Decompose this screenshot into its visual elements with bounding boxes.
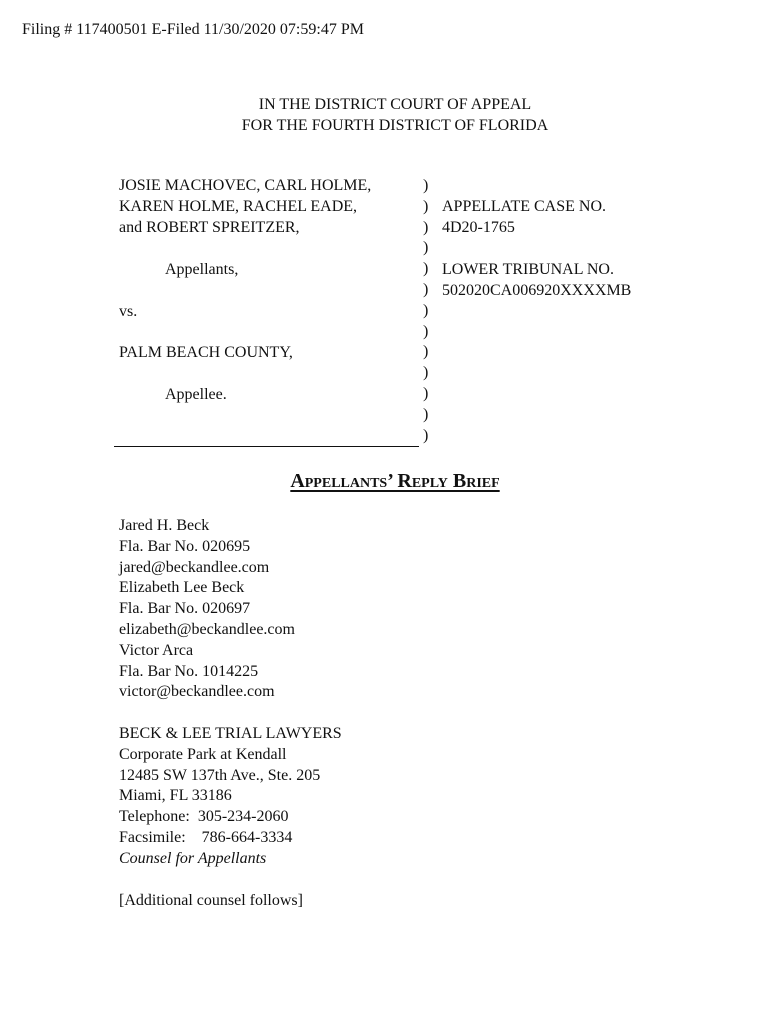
caption-paren: ) [423, 405, 429, 423]
attorney-bar-number: Fla. Bar No. 020697 [119, 600, 251, 618]
appellate-case-number: 4D20-1765 [442, 219, 515, 236]
caption-paren: ) [423, 301, 429, 319]
court-name-line-1: IN THE DISTRICT COURT OF APPEAL [258, 96, 532, 113]
firm-city-state-zip: Miami, FL 33186 [119, 787, 232, 805]
firm-address-line-2: 12485 SW 137th Ave., Ste. 205 [119, 766, 321, 784]
firm-facsimile: Facsimile: 786-664-3334 [119, 828, 293, 846]
attorney-block [119, 516, 295, 703]
caption-paren: ) [423, 384, 429, 402]
caption-paren: ) [423, 280, 429, 298]
appellants-names-line-2: KAREN HOLME, RACHEL EADE, [119, 198, 358, 215]
attorney-bar-number: Fla. Bar No. 1014225 [119, 662, 259, 680]
attorney-email: elizabeth@beckandlee.com [119, 620, 295, 638]
attorney-name-jared: Jared H. Beck [119, 517, 210, 534]
caption-paren: ) [423, 239, 429, 257]
appellee-role: Appellee. [165, 386, 227, 403]
firm-address-line-1: Corporate Park at Kendall [119, 745, 287, 763]
attorney-bar-number: Fla. Bar No. 020695 [119, 537, 251, 555]
attorney-email: jared@beckandlee.com [119, 558, 270, 576]
filing-stamp: Filing # 117400501 E-Filed 11/30/2020 07:59:47 PM [22, 21, 364, 38]
appellants-names-line-3: and ROBERT SPREITZER, [119, 219, 300, 236]
caption-paren: ) [423, 322, 429, 340]
attorney-name-elizabeth: Elizabeth Lee Beck [119, 579, 245, 597]
caption-parentheses-column [423, 176, 428, 446]
attorney-name-victor: Victor Arca [119, 641, 194, 659]
caption-divider-line [114, 446, 419, 447]
appellee-name: PALM BEACH COUNTY, [119, 344, 293, 361]
firm-name: BECK & LEE TRIAL LAWYERS [119, 725, 342, 742]
firm-block [119, 724, 342, 870]
lower-tribunal-number: 502020CA006920XXXXMB [442, 282, 632, 299]
versus-label: vs. [119, 303, 138, 320]
counsel-role: Counsel for Appellants [119, 849, 267, 867]
caption-paren: ) [423, 177, 429, 194]
appellate-case-label: APPELLATE CASE NO. [442, 198, 607, 215]
firm-telephone: Telephone: 305-234-2060 [119, 808, 289, 826]
court-name-line-2: FOR THE FOURTH DISTRICT OF FLORIDA [241, 117, 549, 134]
caption-paren: ) [423, 197, 429, 215]
document-title: Appellants’ Reply Brief [290, 470, 500, 492]
caption-paren: ) [423, 364, 429, 382]
caption-paren: ) [423, 343, 429, 361]
appellants-role: Appellants, [165, 261, 239, 278]
caption-paren: ) [423, 260, 429, 278]
additional-counsel-note: [Additional counsel follows] [119, 892, 303, 909]
attorney-email: victor@beckandlee.com [119, 683, 275, 701]
caption-paren: ) [423, 218, 429, 236]
lower-tribunal-label: LOWER TRIBUNAL NO. [442, 261, 614, 278]
caption-paren: ) [423, 426, 429, 444]
appellants-names-line-1: JOSIE MACHOVEC, CARL HOLME, [119, 177, 372, 194]
